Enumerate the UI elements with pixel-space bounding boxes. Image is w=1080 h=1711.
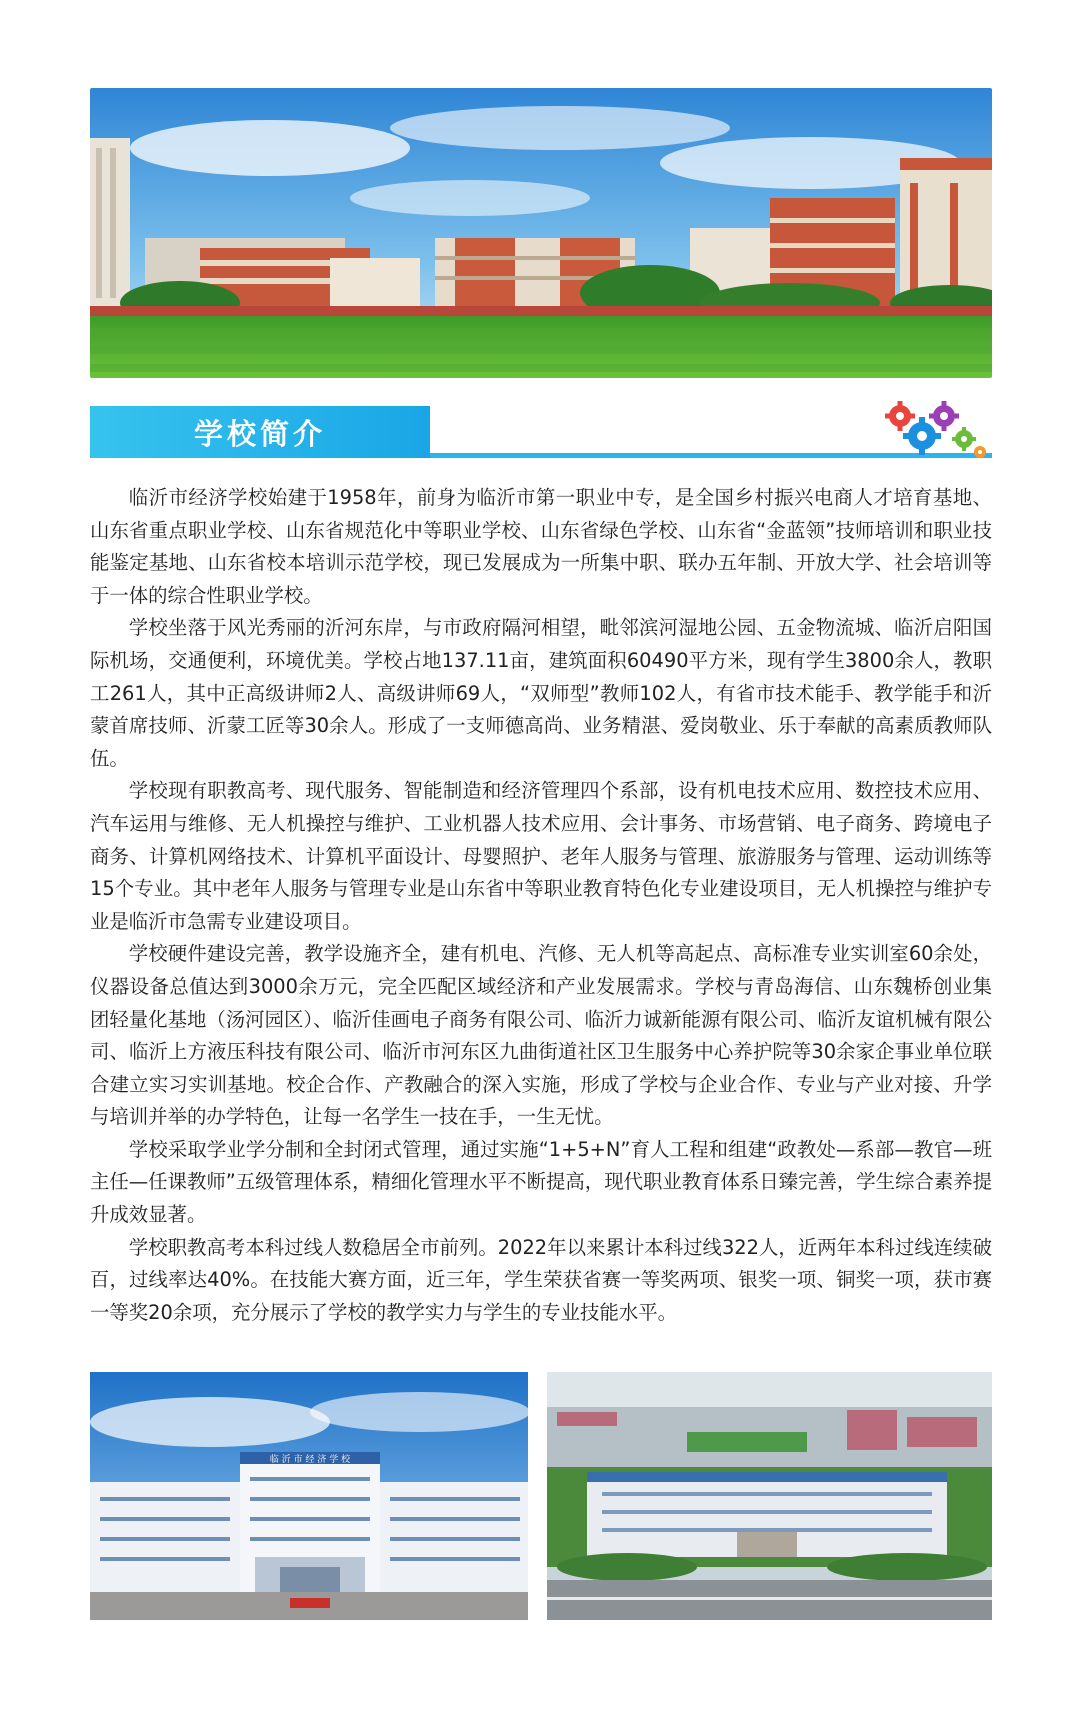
campus-sports-field-photo	[90, 88, 992, 378]
article-paragraph: 学校硬件建设完善，教学设施齐全，建有机电、汽修、无人机等高起点、高标准专业实训室60余处，仪器设备总值达到3000余万元，完全匹配区域经济和产业发展需求。学校与青岛海信、山东魏桥创业集团轻量化基地（汤河园区）、临沂佳画电子商务有限公司、临沂力诚新能源有限公司、临沂友谊机械有限公司、临沂上方液压科技有限公司、临沂市河东区九曲街道社区卫生服务中心养护院等30余家企事业单位联合建立实习实训基地。校企合作、产教融合的深入实施，形成了学校与企业合作、专业与产业对接、升学与培训并举的办学特色，让每一名学生一技在手，一生无忧。	[90, 942, 992, 1129]
campus-aerial-photo	[547, 1372, 992, 1620]
article-paragraph: 临沂市经济学校始建于1958年，前身为临沂市第一职业中专，是全国乡村振兴电商人才培育基地、山东省重点职业学校、山东省规范化中等职业学校、山东省绿色学校、山东省“金蓝领”技师培训和职业技能鉴定基地、山东省校本培训示范学校，现已发展成为一所集中职、联办五年制、开放大学、社会培训等于一体的综合性职业学校。	[90, 486, 992, 607]
section-header	[90, 404, 992, 464]
section-title: 学校简介	[90, 406, 430, 458]
article-paragraph: 学校现有职教高考、现代服务、智能制造和经济管理四个系部，设有机电技术应用、数控技术应用、汽车运用与维修、无人机操控与维护、工业机器人技术应用、会计事务、市场营销、电子商务、跨境电子商务、计算机网络技术、计算机平面设计、母婴照护、老年人服务与管理、旅游服务与管理、运动训练等15个专业。其中老年人服务与管理专业是山东省中等职业教育特色化专业建设项目，无人机操控与维护专业是临沂市急需专业建设项目。	[90, 779, 992, 933]
school-introduction-article	[90, 482, 992, 1329]
article-paragraph: 学校职教高考本科过线人数稳居全市前列。2022年以来累计本科过线322人，近两年本科过线连续破百，过线率达40%。在技能大赛方面，近三年，学生荣获省赛一等奖两项、银奖一项、铜奖一项，获市赛一等奖20余项，充分展示了学校的教学实力与学生的专业技能水平。	[90, 1235, 992, 1324]
gears-decoration-icon	[882, 394, 992, 464]
building-sign-text: 临 沂 市 经 济 学 校	[269, 1455, 351, 1465]
school-main-building-photo	[90, 1372, 528, 1620]
article-paragraph: 学校采取学业学分制和全封闭式管理，通过实施“1+5+N”育人工程和组建“政教处—系部—教官—班主任—任课教师”五级管理体系，精细化管理水平不断提高，现代职业教育体系日臻完善，学生综合素养提升成效显著。	[90, 1137, 993, 1227]
article-paragraph: 学校坐落于风光秀丽的沂河东岸，与市政府隔河相望，毗邻滨河湿地公园、五金物流城、临沂启阳国际机场，交通便利，环境优美。学校占地137.11亩，建筑面积60490平方米，现有学生3800余人，教职工261人，其中正高级讲师2人、高级讲师69人，“双师型”教师102人，有省市技术能手、教学能手和沂蒙首席技师、沂蒙工匠等30余人。形成了一支师德高尚、业务精湛、爱岗敬业、乐于奉献的高素质教师队伍。	[90, 616, 992, 770]
